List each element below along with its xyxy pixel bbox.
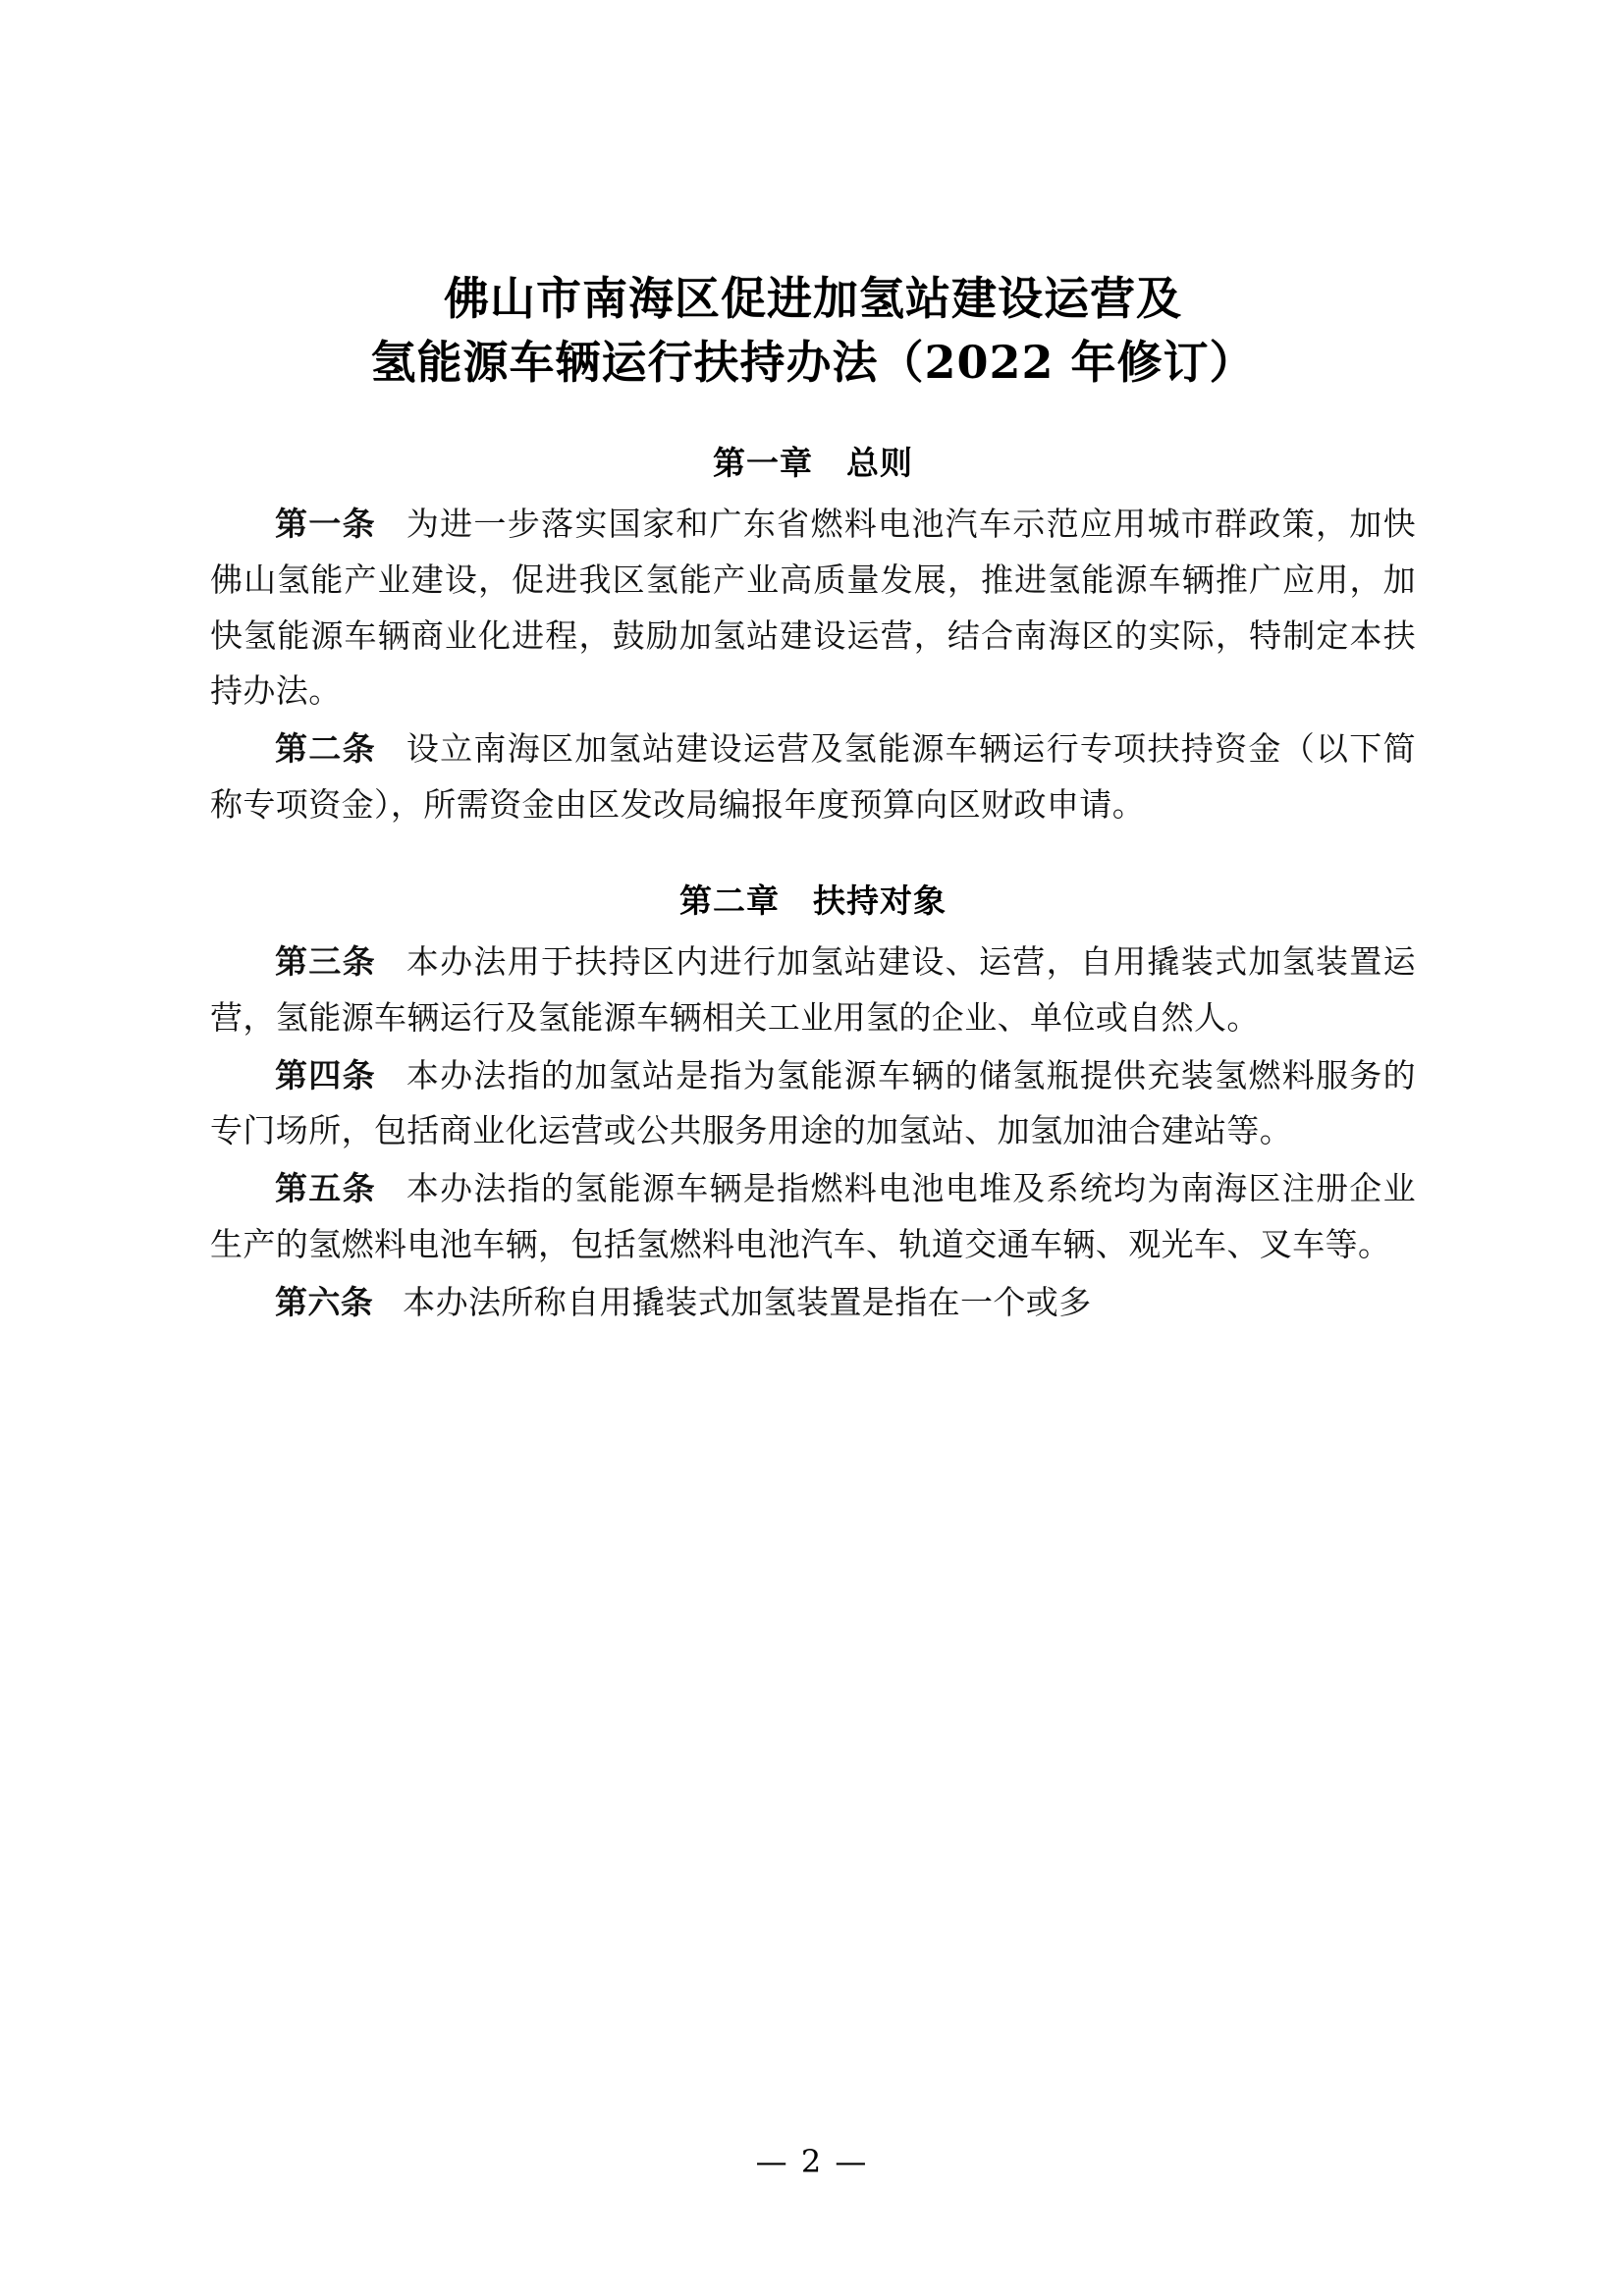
article-text: 本办法所称自用撬装式加氢装置是指在一个或多 [403,1282,1092,1321]
article-paragraph [210,497,1416,720]
chapter-name-2: 扶持对象 [813,881,947,920]
chapter-heading-1 [210,439,1416,488]
article-paragraph [210,1275,1416,1331]
chapter-number-2: 第二章 [679,881,780,920]
page-title [210,267,1416,396]
article-paragraph [210,721,1416,833]
chapter-name-1: 总则 [846,443,913,482]
article-text: 为进一步落实国家和广东省燃料电池汽车示范应用城市群政策，加快佛山氢能产业建设，促进我区氢能产业高质量发展，推进氢能源车辆推广应用，加快氢能源车辆商业化进程，鼓励加氢站建设运营，结合南海区的实际，特制定本扶持办法。 [210,505,1417,711]
article-paragraph [210,1048,1416,1160]
article-label: 第五条 [275,1169,376,1208]
article-label: 第二条 [275,729,376,769]
chapter-number-1: 第一章 [713,443,813,482]
chapter-heading-2 [210,877,1416,926]
article-label: 第四条 [275,1055,376,1095]
article-paragraph [210,934,1416,1046]
page-title-line-1: 佛山市南海区促进加氢站建设运营及 [444,272,1182,325]
page-content [210,267,1416,1332]
article-text: 本办法指的氢能源车辆是指燃料电池电堆及系统均为南海区注册企业生产的氢燃料电池车辆，包括氢燃料电池汽车、轨道交通车辆、观光车、叉车等。 [210,1169,1417,1263]
article-label: 第三条 [275,942,376,982]
article-paragraph [210,1161,1416,1273]
article-text: 本办法指的加氢站是指为氢能源车辆的储氢瓶提供充装氢燃料服务的专门场所，包括商业化运营或公共服务用途的加氢站、加氢加油合建站等。 [210,1055,1417,1150]
article-text: 设立南海区加氢站建设运营及氢能源车辆运行专项扶持资金（以下简称专项资金），所需资金由区发改局编报年度预算向区财政申请。 [210,729,1417,824]
page-number: — 2 — [755,2143,869,2180]
article-label: 第六条 [275,1282,374,1321]
page-title-line-2: 氢能源车辆运行扶持办法（2022 年修订） [370,336,1256,390]
article-label: 第一条 [275,505,376,544]
article-text: 本办法用于扶持区内进行加氢站建设、运营，自用撬装式加氢装置运营，氢能源车辆运行及氢能源车辆相关工业用氢的企业、单位或自然人。 [210,942,1417,1037]
